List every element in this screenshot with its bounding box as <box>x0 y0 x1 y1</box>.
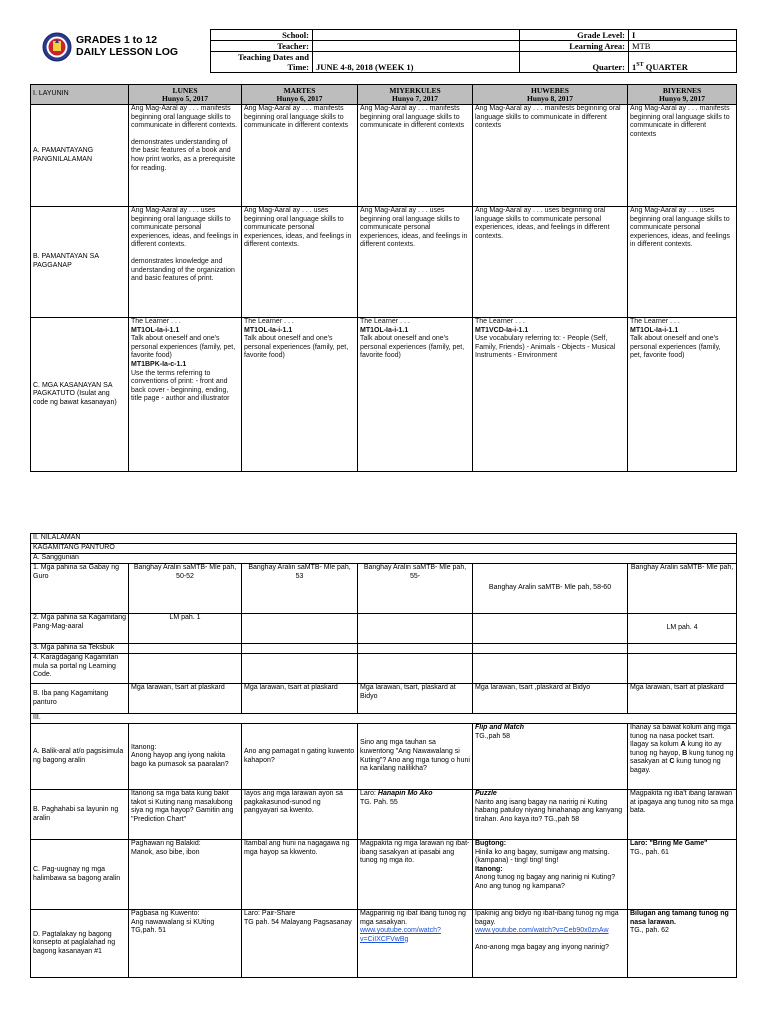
cell-r4-5 <box>628 654 737 684</box>
nilalaman-table <box>30 533 737 978</box>
row-label-balik-aral: A. Balik-aral at/o pagsisimula ng bagong aralin <box>31 724 129 790</box>
row-label-gabay-ng-guro: 1. Mga pahina sa Gabay ng Guro <box>31 564 129 614</box>
dates-label <box>211 52 313 73</box>
cell-r4-4 <box>473 654 628 684</box>
cell-ra-2: Ano ang pamagat n gating kuwento kahapon? <box>242 724 358 790</box>
layunin-table <box>30 84 737 472</box>
dates-label-line-2: Time: <box>287 62 309 72</box>
cell-r2-4 <box>473 614 628 644</box>
day-header-4: HUWEBES Hunyo 8, 2017 <box>473 85 628 105</box>
cell-rd-1: Pagbasa ng Kuwento: Ang nawawalang si KUting TG,pah. 51 <box>129 910 242 978</box>
cell-b-2: Ang Mag-Aaral ay . . . uses beginning oral language skills to communicate personal experiences, ideas, and feelings in different contexts. <box>242 207 358 318</box>
cell-c-4: The Learner . . . MT1VCD-Ia-i-1.1 Use vocabulary referring to: - People (Self, Family, Friends) - Animals - Objects - Musical Instruments - Environment <box>473 318 628 472</box>
section-layunin: I. LAYUNIN <box>31 85 129 105</box>
cell-c-3: The Learner . . . MT1OL-Ia-i-1.1 Talk about oneself and one's personal experiences (family, pet, favorite food) <box>358 318 473 472</box>
cell-rc-3: Magpakita ng mga larawan ng ibat-ibang sasakyan at ipasabi ang tunog ng mga ito. <box>358 840 473 910</box>
title-line-1: GRADES 1 to 12 <box>76 34 158 46</box>
cell-b-5: Ang Mag-Aaral ay . . . uses beginning oral language skills to communicate personal experiences, ideas, and feelings in different contexts. <box>628 207 737 318</box>
cell-r3-5 <box>628 644 737 654</box>
row-label-pamantayan-sa-pagganap: B. PAMANTAYAN SA PAGGANAP <box>31 207 129 318</box>
cell-r3-4 <box>473 644 628 654</box>
row-label-paghahabi: B. Paghahabi sa layunin ng aralin <box>31 790 129 840</box>
cell-r5-1: Mga larawan, tsart at plaskard <box>129 684 242 714</box>
cell-rb-1: Itanong sa mga bata kung bakit takot si Kuting nang masalubong siya ng mga hayop? Gamitin ang "Prediction Chart" <box>129 790 242 840</box>
cell-r3-3 <box>358 644 473 654</box>
school-value[interactable] <box>313 30 520 41</box>
cell-ra-4: Flip and Match TG.,pah 58 <box>473 724 628 790</box>
cell-rc-5: Laro: "Bring Me Game" TG., pah. 61 <box>628 840 737 910</box>
cell-c-2: The Learner . . . MT1OL-Ia-i-1.1 Talk about oneself and one's personal experiences (family, pet, favorite food) <box>242 318 358 472</box>
quarter-value[interactable]: 1ST QUARTER <box>629 52 737 73</box>
cell-r1-3: Banghay Aralin saMTB- Mle pah, 55- <box>358 564 473 614</box>
cell-r4-3 <box>358 654 473 684</box>
cell-rb-3: Laro: Hanapin Mo Ako TG. Pah. 55 <box>358 790 473 840</box>
cell-a-4: Ang Mag-Aaral ay . . . manifests beginning oral language skills to communicate in different contexts <box>473 105 628 207</box>
cell-rd-5: Bilugan ang tamang tunog ng nasa larawan. TG., pah. 62 <box>628 910 737 978</box>
teacher-value[interactable] <box>313 41 520 52</box>
cell-rb-5: Magpakita ng iba't ibang larawan at ipagaya ang tunog nito sa mga bata. <box>628 790 737 840</box>
cell-ra-1: Itanong: Anong hayop ang iyong nakita bago ka pumasok sa paaralan? <box>129 724 242 790</box>
cell-r4-1 <box>129 654 242 684</box>
cell-a-1: Ang Mag-Aaral ay . . . manifests beginning oral language skills to communicate in different contexts. demonstrates understanding of the basic features of a book and how print works, as a prerequisite for reading. <box>129 105 242 207</box>
cell-c-5: The Learner . . . MT1OL-Ia-i-1.1 Talk about oneself and one's personal experiences (family, pet, favorite food) <box>628 318 737 472</box>
row-label-pag-uugnay: C. Pag-uugnay ng mga halimbawa sa bagong aralin <box>31 840 129 910</box>
youtube-link-objects[interactable]: www.youtube.com/watch?v=Ceb90x0znAw <box>475 927 609 935</box>
row-label-iba-pang-kagamitang: B. Iba pang Kagamitang panturo <box>31 684 129 714</box>
cell-r5-5: Mga larawan, tsart at plaskard <box>628 684 737 714</box>
area-value[interactable]: MTB <box>629 41 737 52</box>
day-header-2: MARTES Hunyo 6, 2017 <box>242 85 358 105</box>
grade-label: Grade Level: <box>520 30 629 41</box>
cell-rc-4: Bugtong: Hinila ko ang bagay, sumigaw ang matsing. (kampana) - ting! ting! ting! Itanong: Anong tunog ng bagay ang narinig ni Kuting? Ano ang tunog ng kampana? <box>473 840 628 910</box>
row-label-teksbuk: 3. Mga pahina sa Teksbuk <box>31 644 129 654</box>
cell-r2-2 <box>242 614 358 644</box>
row-label-pamantayang-pangnilalaman: A. PAMANTAYANG PANGNILALAMAN <box>31 105 129 207</box>
cell-r2-5: LM pah. 4 <box>628 614 737 644</box>
cell-rc-1: Paghawan ng Balakid: Manok, aso bibe, ibon <box>129 840 242 910</box>
cell-a-5: Ang Mag-Aaral ay . . . manifests beginning oral language skills to communicate in different contexts <box>628 105 737 207</box>
cell-r1-5: Banghay Aralin saMTB- Mle pah, <box>628 564 737 614</box>
cell-a-3: Ang Mag-Aaral ay . . . manifests beginning oral language skills to communicate in different contexts <box>358 105 473 207</box>
day-header-5: BIYERNES Hunyo 9, 2017 <box>628 85 737 105</box>
row-label-karagdagang-kagamitan: 4. Karagdagang Kagamitan mula sa portal ng Learning Code. <box>31 654 129 684</box>
cell-a-2: Ang Mag-Aaral ay . . . manifests beginning oral language skills to communicate in different contexts <box>242 105 358 207</box>
title-line-2: DAILY LESSON LOG <box>76 46 179 58</box>
cell-r5-2: Mga larawan, tsart at plaskard <box>242 684 358 714</box>
cell-b-4: Ang Mag-Aaral ay . . . uses beginning oral language skills to communicate personal experiences, ideas, and feelings in different contexts. <box>473 207 628 318</box>
school-label: School: <box>211 30 313 41</box>
cell-r1-1: Banghay Aralin saMTB- Mle pah, 50-52 <box>129 564 242 614</box>
cell-r2-3 <box>358 614 473 644</box>
cell-r5-3: Mga larawan, tsart, plaskard at Bidyo <box>358 684 473 714</box>
cell-rd-3: Magparinig ng ibat ibang tunog ng mga sasakyan. www.youtube.com/watch?v=CiIXCFVwBg <box>358 910 473 978</box>
header-info-table <box>210 29 737 73</box>
section-kagamitang-panturo: KAGAMITANG PANTURO <box>31 544 737 554</box>
grade-value[interactable]: I <box>629 30 737 41</box>
section-iii: III. <box>31 714 737 724</box>
cell-ra-5: Ihanay sa bawat kolum ang mga tunog na nasa pocket tsart. Ilagay sa kolum A kung ito ay tunog ng hayop, B kung tunog ng sasakyan at C kung tunog ng bagay. <box>628 724 737 790</box>
cell-b-3: Ang Mag-Aaral ay . . . uses beginning oral language skills to communicate personal experiences, ideas, and feelings in different contexts. <box>358 207 473 318</box>
log-title <box>76 34 178 58</box>
cell-rd-2: Laro: Pair-Share TG pah. 54 Malayang Pagsasanay <box>242 910 358 978</box>
cell-c-1: The Learner . . . MT1OL-Ia-i-1.1 Talk about oneself and one's personal experiences (family, pet, favorite food) MT1BPK-Ia-c-1.1 Use the terms referring to conventions of print: - front and back cover - beginning, ending, title page - author and illustrator <box>129 318 242 472</box>
cell-r4-2 <box>242 654 358 684</box>
cell-r1-4: Banghay Aralin saMTB- Mle pah, 58-60 <box>473 564 628 614</box>
deped-seal-icon <box>42 32 72 62</box>
cell-rb-4: Puzzle Narito ang isang bagay na naririg ni Kuting habang patuloy niyang hinahanap ang kanyang tirahan. Ano kaya ito? TG.,pah 58 <box>473 790 628 840</box>
row-label-kagamitang-pang-mag-aaral: 2. Mga pahina sa Kagamitang Pang-Mag-aaral <box>31 614 129 644</box>
cell-r3-2 <box>242 644 358 654</box>
day-header-1: LUNES Hunyo 5, 2017 <box>129 85 242 105</box>
youtube-link-vehicles[interactable]: www.youtube.com/watch?v=CiIXCFVwBg <box>360 927 441 943</box>
cell-r1-2: Banghay Aralin saMTB- Mle pah, 53 <box>242 564 358 614</box>
teacher-label: Teacher: <box>211 41 313 52</box>
cell-b-1: Ang Mag-Aaral ay . . . uses beginning oral language skills to communicate personal experiences, ideas, and feelings in different contexts. demonstrates knowledge and understanding of the organization and basic features of print. <box>129 207 242 318</box>
dates-value[interactable]: JUNE 4-8, 2018 (WEEK 1) <box>313 52 520 73</box>
day-header-3: MIYERKULES Hunyo 7, 2017 <box>358 85 473 105</box>
dates-label-line-1: Teaching Dates and <box>237 52 309 62</box>
cell-ra-3: Sino ang mga tauhan sa kuwentong "Ang Nawawalang si Kuting"? Ano ang mga tunog o huni na kanilang nalilikha? <box>358 724 473 790</box>
section-sanggunian: A. Sanggunian <box>31 554 737 564</box>
cell-rc-2: Itambal ang huni na nagagawa ng mga hayop sa kkwento. <box>242 840 358 910</box>
row-label-mga-kasanayan: C. MGA KASANAYAN SA PAGKATUTO (Isulat ang code ng bawat kasanayan) <box>31 318 129 472</box>
area-label: Learning Area: <box>520 41 629 52</box>
row-label-pagtalakay: D. Pagtalakay ng bagong konsepto at paglalahad ng bagong kasanayan #1 <box>31 910 129 978</box>
cell-r3-1 <box>129 644 242 654</box>
cell-r5-4: Mga larawan, tsart ,plaskard at Bidyo <box>473 684 628 714</box>
cell-rd-4: Ipakinig ang bidyo ng ibat-ibang tunog ng mga bagay. www.youtube.com/watch?v=Ceb90x0znAw Ano-anong mga bagay ang inyong narinig? <box>473 910 628 978</box>
section-nilalaman: II. NILALAMAN <box>31 534 737 544</box>
cell-r2-1: LM pah. 1 <box>129 614 242 644</box>
cell-rb-2: Iayos ang mga larawan ayon sa pagkakasunod-sunod ng pangyayari sa kwento. <box>242 790 358 840</box>
quarter-label: Quarter: <box>520 52 629 73</box>
